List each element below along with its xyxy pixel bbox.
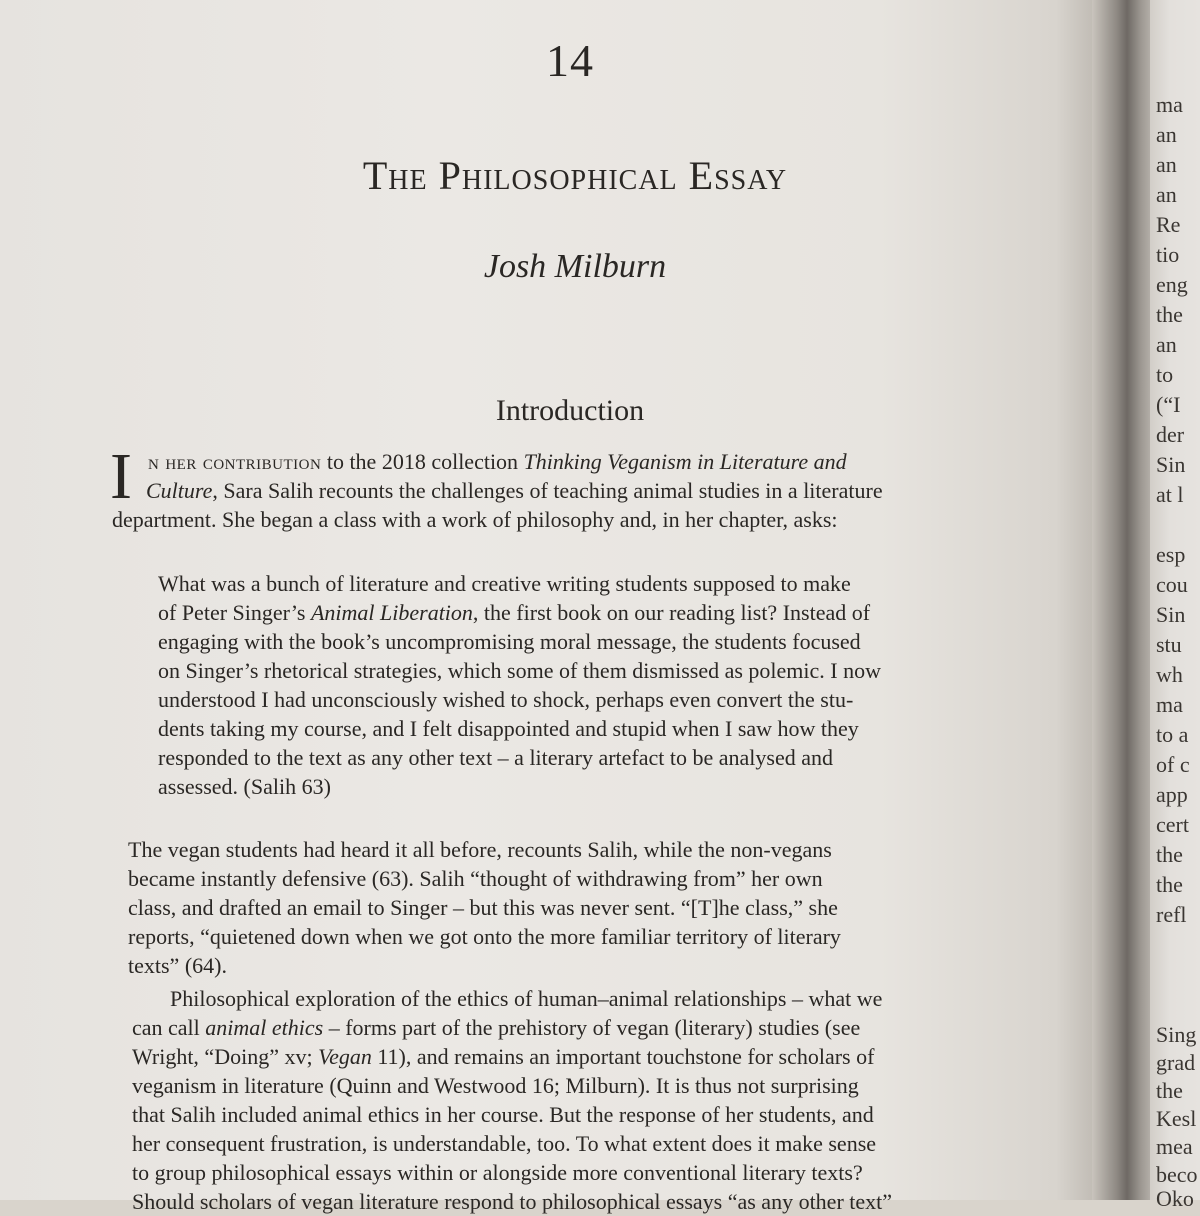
right-page-line: stu [1156,632,1182,657]
right-page-line: der [1156,422,1185,447]
quote-line-5: understood I had unconsciously wished to shock, perhaps even convert the stu- [158,687,854,712]
right-page-line: beco [1156,1162,1198,1187]
right-page-line: mea [1156,1134,1193,1159]
right-page-line: app [1156,782,1188,807]
para2-line-2-a: can call [132,1015,206,1040]
para2-line-8: Should scholars of vegan literature respond to philosophical essays “as any other text” [132,1189,893,1214]
right-page-line: cert [1156,812,1189,837]
para2-line-4: veganism in literature (Quinn and Westwood 16; Milburn). It is thus not surprising [132,1073,859,1098]
right-page-line: grad [1156,1050,1196,1075]
right-page-line: ma [1156,692,1183,717]
quote-line-6: dents taking my course, and I felt disappointed and stupid when I saw how they [158,716,859,741]
animal-ethics-italic: animal ethics [205,1015,324,1040]
book-title-italic: Thinking Veganism in Literature and [523,449,847,474]
para2-line-1: Philosophical exploration of the ethics of human–animal relationships – what we [170,986,883,1011]
right-page-line: the [1156,302,1183,327]
para2-line-3-b: 11), and remains an important touchstone for scholars of [371,1044,875,1069]
chapter-number: 14 [546,35,594,86]
para1-line-1: The vegan students had heard it all before, recounts Salih, while the non-vegans [128,837,832,862]
right-page-line: Sin [1156,452,1186,477]
para2-line-2 [132,1014,860,1042]
quote-line-2-b: , the first book on our reading list? Instead of [472,600,871,625]
para2-line-7: to group philosophical essays within or alongside more conventional literary texts? [132,1160,863,1185]
para1-line-5: texts” (64). [128,953,227,978]
right-page-line: at l [1156,482,1184,507]
right-page-line: of c [1156,752,1190,777]
right-page-line: Oko [1156,1186,1194,1211]
section-heading: Introduction [495,394,645,427]
para1-line-2: became instantly defensive (63). Salih “thought of withdrawing from” her own [128,866,823,891]
chapter-author: Josh Milburn [483,248,667,285]
right-page-line: wh [1156,662,1183,687]
para2-line-3 [132,1043,874,1071]
para2-line-6: her consequent frustration, is understandable, too. To what extent does it make sense [132,1131,877,1156]
para2-line-5: that Salih included animal ethics in her course. But the response of her students, and [132,1102,874,1127]
quote-line-8: assessed. (Salih 63) [158,774,331,799]
para1-line-4: reports, “quietened down when we got onto the more familiar territory of literary [128,924,841,949]
quote-line-3: engaging with the book’s uncompromising moral message, the students focused [158,629,861,654]
right-page-line: cou [1156,572,1188,597]
drop-cap: I [110,440,132,513]
right-page-line: esp [1156,542,1186,567]
para2-line-3-a: Wright, “Doing” xv; [132,1044,319,1069]
opening-line-3: department. She began a class with a work of philosophy and, in her chapter, asks: [112,507,838,532]
quote-book-italic: Animal Liberation [310,600,473,625]
para2-line-2-b: – forms part of the prehistory of vegan (literary) studies (see [323,1015,861,1040]
vegan-italic: Vegan [318,1044,372,1069]
right-page-line: Sing [1156,1022,1197,1047]
quote-line-2 [158,599,870,627]
opening-line-2-text: , Sara Salih recounts the challenges of teaching animal studies in a literature [212,478,883,503]
right-page-line: an [1156,332,1177,357]
right-page-line: tio [1156,242,1180,267]
right-page-line: an [1156,182,1177,207]
right-page-line: an [1156,152,1177,177]
right-page-line: ma [1156,92,1183,117]
right-page-line: an [1156,122,1177,147]
right-page-line: Re [1156,212,1181,237]
opening-line-2 [146,477,883,505]
opening-line-1-text: to the 2018 collection [321,449,524,474]
right-page-line: Kesl [1156,1106,1197,1131]
para1-line-3: class, and drafted an email to Singer – but this was never sent. “[T]he class,” she [128,895,838,920]
chapter-title: The Philosophical Essay [362,153,788,198]
opening-line-1 [148,448,847,476]
right-page-line: to [1156,362,1174,387]
right-page-line: to a [1156,722,1189,747]
right-page-line: the [1156,1078,1183,1103]
book-title-italic-cont: Culture [146,478,213,503]
quote-line-1: What was a bunch of literature and creative writing students supposed to make [158,571,851,596]
right-page [1150,0,1200,1211]
right-page-line: (“I [1156,392,1181,417]
right-page-line: Sin [1156,602,1186,627]
right-page-line: eng [1156,272,1188,297]
quote-line-2-a: of Peter Singer’s [158,600,311,625]
right-page-line: refl [1156,902,1187,927]
quote-line-7: responded to the text as any other text – a literary artefact to be analysed and [158,745,834,770]
right-page-line: the [1156,872,1183,897]
right-page-line: the [1156,842,1183,867]
opening-small-caps: n her contribution [148,449,322,474]
quote-line-4: on Singer’s rhetorical strategies, which some of them dismissed as polemic. I now [158,658,882,683]
